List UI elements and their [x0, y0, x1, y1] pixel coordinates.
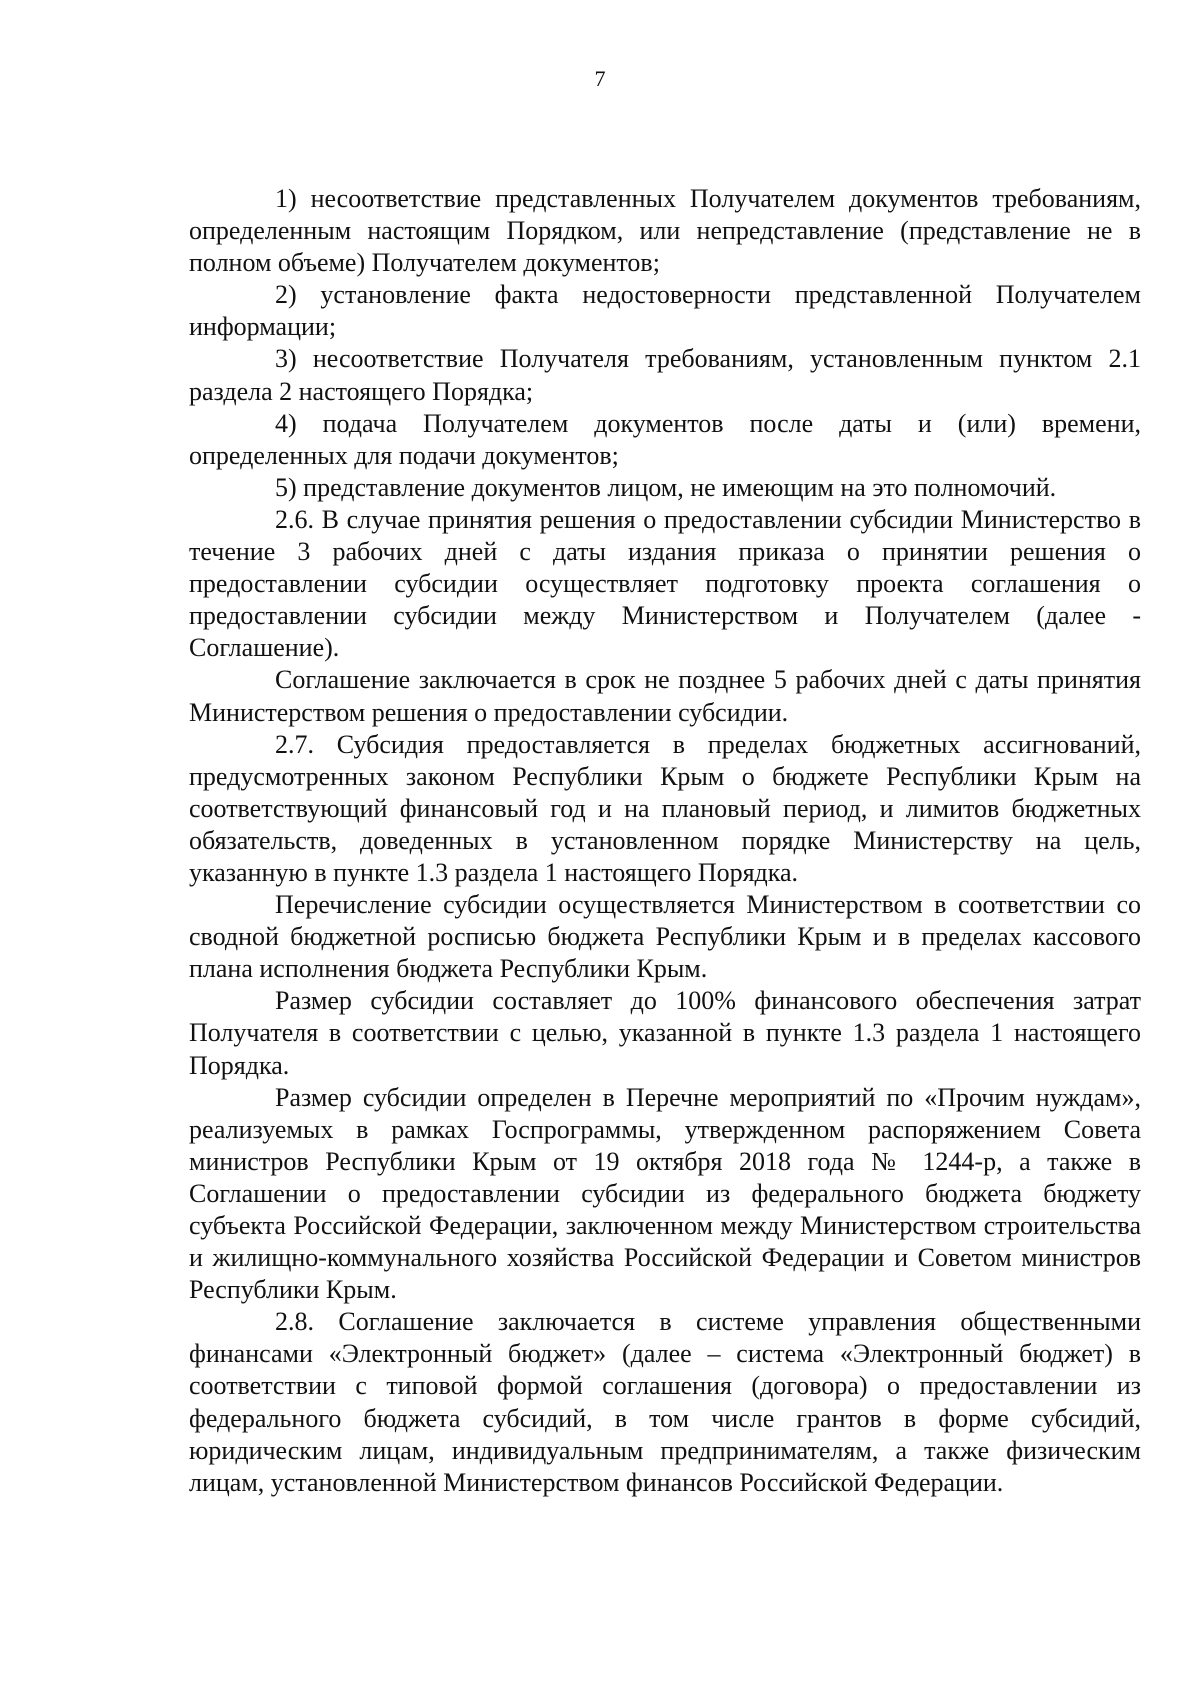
- paragraph-item-2: 2) установление факта недостоверности представленной Получателем информации;: [189, 280, 1141, 342]
- page-number: 7: [594, 66, 606, 91]
- paragraph-transfer: Перечисление субсидии осуществляется Министерством в соответствии со сводной бюджетной росписью бюджета Республики Крым и в пределах кассового плана исполнения бюджета Республики Крым.: [189, 890, 1141, 984]
- document-body: [189, 183, 1141, 1499]
- paragraph-section-2-6: 2.6. В случае принятия решения о предоставлении субсидии Министерство в течение 3 рабочих дней с даты издания приказа о принятии решения о предоставлении субсидии осуществляет подготовку проекта соглашения о предоставлении субсидии между Министерством и Получателем (далее - Соглашение).: [189, 504, 1141, 663]
- paragraph-item-5: 5) представление документов лицом, не имеющим на это полномочий.: [275, 472, 1057, 502]
- paragraph-subsidy-size: Размер субсидии составляет до 100% финансового обеспечения затрат Получателя в соответствии с целью, указанной в пункте 1.3 раздела 1 настоящего Порядка.: [189, 986, 1141, 1080]
- paragraph-subsidy-list: Размер субсидии определен в Перечне мероприятий по «Прочим нуждам», реализуемых в рамках Госпрограммы, утвержденном распоряжением Совета министров Республики Крым от 19 октября 2018 года № 1244-р, а также в Соглашении о предоставлении субсидии из федерального бюджета бюджету субъекта Российской Федерации, заключенном между Министерством строительства и жилищно-коммунального хозяйства Российской Федерации и Советом министров Республики Крым.: [189, 1082, 1141, 1305]
- paragraph-section-2-7: 2.7. Субсидия предоставляется в пределах бюджетных ассигнований, предусмотренных законом Республики Крым о бюджете Республики Крым на соответствующий финансовый год и на плановый период, и лимитов бюджетных обязательств, доведенных в установленном порядке Министерству на цель, указанную в пункте 1.3 раздела 1 настоящего Порядка.: [189, 729, 1141, 887]
- paragraph-item-3: 3) несоответствие Получателя требованиям, установленным пунктом 2.1 раздела 2 настоящего Порядка;: [189, 344, 1141, 406]
- paragraph-item-4: 4) подача Получателем документов после даты и (или) времени, определенных для подачи документов;: [189, 408, 1141, 470]
- paragraph-section-2-8: 2.8. Соглашение заключается в системе управления общественными финансами «Электронный бюджет» (далее – система «Электронный бюджет) в соответствии с типовой формой соглашения (договора) о предоставлении из федерального бюджета субсидий, в том числе грантов в форме субсидий, юридическим лицам, индивидуальным предпринимателям, а также физическим лицам, установленной Министерством финансов Российской Федерации.: [189, 1307, 1141, 1497]
- paragraph-item-1: 1) несоответствие представленных Получателем документов требованиям, определенным настоящим Порядком, или непредставление (представление не в полном объеме) Получателем документов;: [189, 184, 1141, 278]
- paragraph-agreement-term: Соглашение заключается в срок не позднее 5 рабочих дней с даты принятия Министерством решения о предоставлении субсидии.: [189, 665, 1141, 727]
